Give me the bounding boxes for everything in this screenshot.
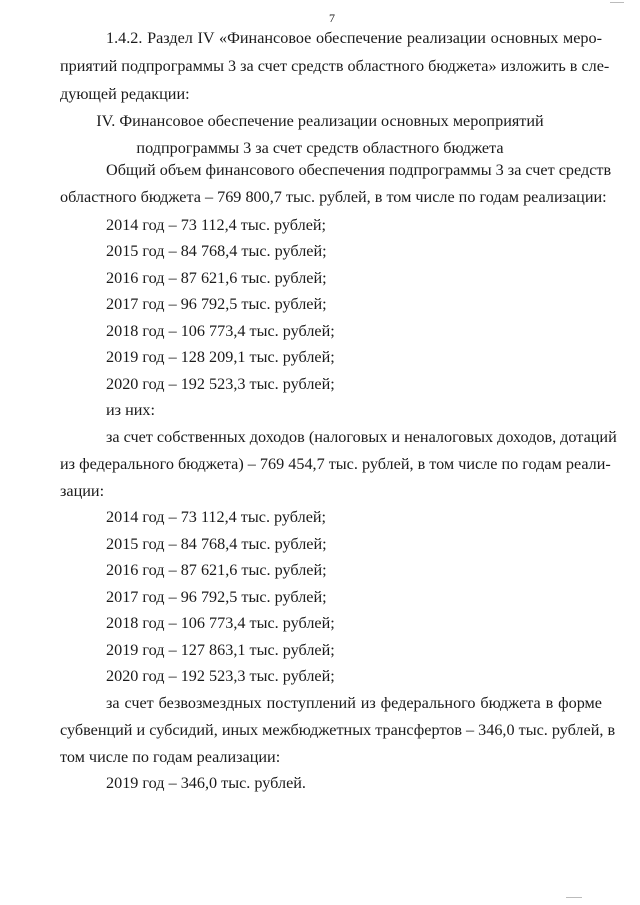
- paragraph-line: субвенций и субсидий, иных межбюджетных трансфертов – 346,0 тыс. рублей, в: [60, 721, 616, 739]
- paragraph-line: приятий подпрограммы 3 за счет средств областного бюджета» изложить в сле-: [60, 57, 610, 75]
- paragraph-line: за счет собственных доходов (налоговых и неналоговых доходов, дотаций: [106, 428, 617, 446]
- year-item: 2020 год – 192 523,3 тыс. рублей;: [106, 667, 335, 685]
- paragraph-line: областного бюджета – 769 800,7 тыс. рублей, в том числе по годам реализации:: [60, 188, 607, 206]
- year-item: 2019 год – 346,0 тыс. рублей.: [106, 774, 306, 792]
- paragraph-line: за счет безвозмездных поступлений из федерального бюджета в форме: [106, 694, 602, 712]
- year-item: 2018 год – 106 773,4 тыс. рублей;: [106, 322, 335, 340]
- section-heading: IV. Финансовое обеспечение реализации основных мероприятий: [96, 112, 544, 130]
- paragraph-line: из них:: [106, 401, 156, 419]
- year-item: 2015 год – 84 768,4 тыс. рублей;: [106, 535, 327, 553]
- section-heading: подпрограммы 3 за счет средств областного бюджета: [136, 139, 504, 157]
- year-item: 2014 год – 73 112,4 тыс. рублей;: [106, 508, 327, 526]
- paragraph-line: зации:: [60, 482, 105, 500]
- year-item: 2016 год – 87 621,6 тыс. рублей;: [106, 269, 327, 287]
- year-item: 2020 год – 192 523,3 тыс. рублей;: [106, 375, 335, 393]
- page-number: 7: [329, 11, 335, 25]
- paragraph-line: Общий объем финансового обеспечения подпрограммы 3 за счет средств: [106, 161, 612, 179]
- paragraph-line: 1.4.2. Раздел IV «Финансовое обеспечение реализации основных меро-: [106, 29, 602, 47]
- paragraph-line: из федерального бюджета) – 769 454,7 тыс. рублей, в том числе по годам реали-: [60, 455, 611, 473]
- scan-speck: [566, 897, 582, 898]
- scan-speck: [610, 2, 624, 3]
- year-item: 2019 год – 128 209,1 тыс. рублей;: [106, 348, 335, 366]
- year-item: 2017 год – 96 792,5 тыс. рублей;: [106, 295, 327, 313]
- year-item: 2017 год – 96 792,5 тыс. рублей;: [106, 588, 327, 606]
- paragraph-line: дующей редакции:: [60, 85, 190, 103]
- year-item: 2015 год – 84 768,4 тыс. рублей;: [106, 242, 327, 260]
- paragraph-line: том числе по годам реализации:: [60, 748, 281, 766]
- year-item: 2018 год – 106 773,4 тыс. рублей;: [106, 614, 335, 632]
- year-item: 2014 год – 73 112,4 тыс. рублей;: [106, 216, 327, 234]
- year-item: 2019 год – 127 863,1 тыс. рублей;: [106, 641, 335, 659]
- year-item: 2016 год – 87 621,6 тыс. рублей;: [106, 561, 327, 579]
